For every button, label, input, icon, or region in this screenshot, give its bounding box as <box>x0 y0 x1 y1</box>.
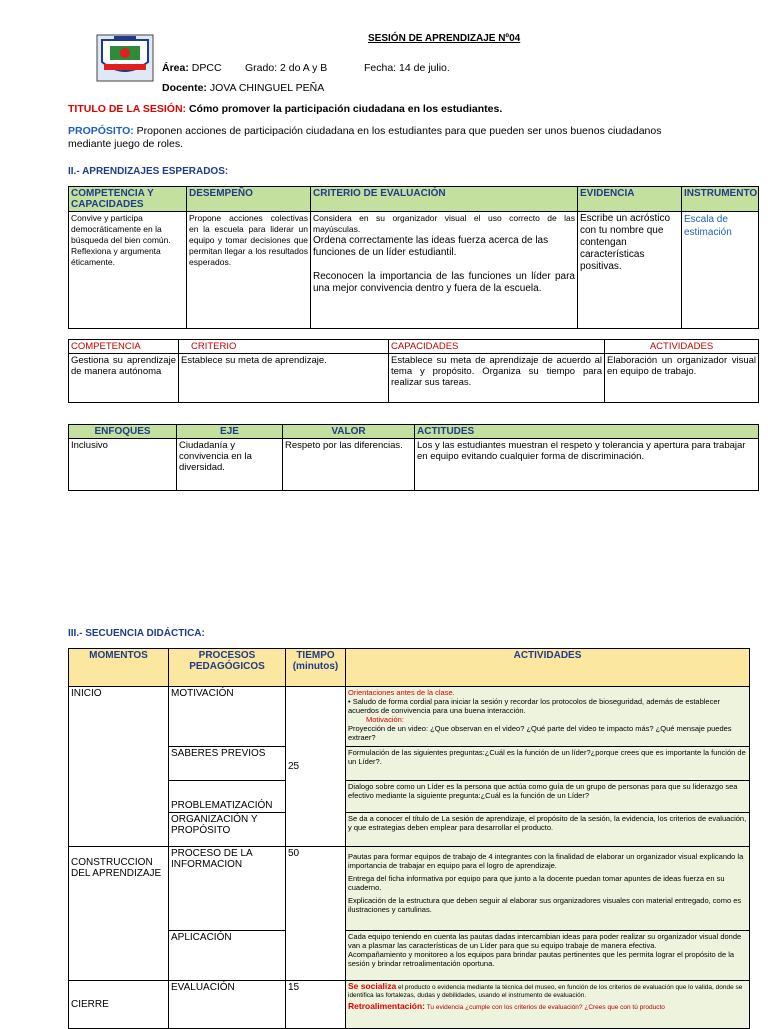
t3-header-actitudes: ACTITUDES <box>415 425 759 439</box>
t3-header-eje: EJE <box>177 425 283 439</box>
session-title-label: TITULO DE LA SESIÓN: <box>68 103 187 115</box>
process-informacion: PROCESO DE LA INFORMACION <box>169 847 286 931</box>
socializa-label: Se socializa <box>348 981 397 991</box>
area-label: Área: <box>162 62 189 74</box>
grado: Grado: 2 do A y B <box>245 62 328 74</box>
t2-header-competencia: COMPETENCIA <box>69 340 179 354</box>
t4-header-actividades: ACTIVIDADES <box>346 649 750 687</box>
proceso-text-1: Pautas para formar equipos de trabajo de 4 integrantes con la finalidad de elaborar un organizador visual explicando la importancia de trabajar en equipo para el logro de aprendizaje. <box>348 852 744 870</box>
expected-learning-table <box>68 186 759 329</box>
docente-value: JOVA CHINGUEL PEÑA <box>209 82 325 94</box>
process-aplicacion: APLICACIÓN <box>169 931 286 981</box>
t2-capacidades: Establece su meta de aprendizaje de acuerdo al tema y propósito. Organiza su tiempo para realizar sus tareas. <box>389 354 605 403</box>
cell-evidencia: Escribe un acróstico con tu nombre que contengan características positivas. <box>578 212 682 329</box>
t4-header-procesos: PROCESOS PEDAGÓGICOS <box>169 649 286 687</box>
process-evaluacion: EVALUACIÓN <box>169 981 286 1029</box>
section-2-heading: II.- APRENDIZAJES ESPERADOS: <box>68 166 229 177</box>
cell-instrumento: Escala de estimación <box>682 212 759 329</box>
t2-competencia: Gestiona su aprendizaje de manera autónoma <box>69 354 179 403</box>
motiv-label: Motivación: <box>366 715 404 724</box>
moment-construccion: CONSTRUCCION DEL APRENDIZAJE <box>69 847 169 981</box>
t4-header-tiempo: TIEMPO (minutos) <box>286 649 346 687</box>
approaches-table <box>68 424 759 491</box>
t3-enfoque: Inclusivo <box>69 439 177 491</box>
t2-criterio: Establece su meta de aprendizaje. <box>179 354 389 403</box>
docente-row <box>162 82 324 94</box>
socializa-text: el producto o evidencia mediante la técnica del museo, en función de los criterios de evaluación que lo valida, donde se identifica las fortalezas, dudas y debilidades, usando el instrumento de evaluación. <box>348 984 743 999</box>
session-title: Cómo promover la participación ciudadana en los estudiantes. <box>188 103 503 115</box>
activity-aplicacion <box>346 931 750 981</box>
header-evidencia: EVIDENCIA <box>578 187 682 212</box>
cell-criterio <box>311 212 578 329</box>
proceso-text-3: Explicación de la estructura que deben seguir al elaborar sus organizadores visuales con material entregado, como es ilustraciones y cartulinas. <box>348 896 742 914</box>
cell-desempeno: Propone acciones colectivas en la escuela para liderar un equipo y tomar decisiones que permitan llegar a los resultados esperados. <box>187 212 311 329</box>
process-problematizacion: PROBLEMATIZACIÓN <box>169 781 286 813</box>
process-saberes: SABERES PREVIOS <box>169 747 286 781</box>
aplicacion-text-1: Cada equipo teniendo en cuenta las pautas dadas intercambian ideas para poder realizar su organizador visual donde van a plasmar las características de un Líder para que su equipo trabaje de manera efectiva. <box>348 932 742 950</box>
motiv-text: Proyección de un video: ¿Que observan en el video? ¿Qué parte del video te impacto más? ¿Qué mensaje puedes extraer? <box>348 724 732 742</box>
orient-label: Orientaciones antes de la clase. <box>348 688 455 697</box>
activity-organizacion: Se da a conocer el título de La sesión de aprendizaje, el propósito de la sesión, la evidencia, los criterios de evaluación, y que estrategias deben emplear para desarrollar el producto. <box>346 813 750 847</box>
time-construccion: 50 <box>286 847 346 981</box>
criterio-1: Considera en su organizador visual el uso correcto de las mayúsculas. <box>313 213 575 234</box>
header-criterio: CRITERIO DE EVALUACIÓN <box>311 187 578 212</box>
cell-competencia: Convive y participa democráticamente en la búsqueda del bien común. Reflexiona y argumenta éticamente. <box>69 212 187 329</box>
t4-header-momentos: MOMENTOS <box>69 649 169 687</box>
header-competencia: COMPETENCIA Y CAPACIDADES <box>69 187 187 212</box>
orient-text: • Saludo de forma cordial para iniciar la sesión y recordar los protocolos de bioseguridad, además de establecer acuerdos de convivencia para una buena interacción. <box>348 697 720 715</box>
purpose-text: Proponen acciones de participación ciudadana en los estudiantes para que pueden ser unos buenos ciudadanos mediante juego de roles. <box>68 125 662 150</box>
purpose-label: PROPÓSITO: <box>68 125 134 137</box>
area-value: DPCC <box>191 62 222 74</box>
area-row <box>162 62 222 74</box>
session-title-row <box>68 103 502 115</box>
activity-saberes: Formulación de las siguientes preguntas:¿Cuál es la función de un líder?¿porque crees que es importante la función de un Líder?. <box>346 747 750 781</box>
t2-header-actividades: ACTIVIDADES <box>605 340 759 354</box>
aplicacion-text-2: Acompañamiento y monitoreo a los equipos para brindar pautas pertinentes que les permita lograr el propósito de la sesión y brindar retroalimentación oportuna. <box>348 950 735 968</box>
retro-text: Tu evidencia ¿cumple con los criterios de evaluación? ¿Crees que con tú producto <box>426 1004 665 1011</box>
docente-label: Docente: <box>162 82 207 94</box>
purpose-row <box>68 125 688 151</box>
t2-actividades: Elaboración un organizador visual en equipo de trabajo. <box>605 354 759 403</box>
header-instrumento: INSTRUMENTO <box>682 187 759 212</box>
moment-cierre: CIERRE <box>69 981 169 1029</box>
section-3-heading: III.- SECUENCIA DIDÁCTICA: <box>68 628 205 639</box>
t3-header-valor: VALOR <box>283 425 415 439</box>
process-motivacion: MOTIVACIÓN <box>169 687 286 747</box>
school-logo <box>96 34 154 82</box>
time-cierre: 15 <box>286 981 346 1029</box>
time-inicio: 25 <box>286 687 346 847</box>
t2-header-criterio: CRITERIO <box>179 340 389 354</box>
t3-valor: Respeto por las diferencias. <box>283 439 415 491</box>
process-organizacion: ORGANIZACIÓN Y PROPÓSITO <box>169 813 286 847</box>
t3-eje: Ciudadanía y convivencia en la diversidad. <box>177 439 283 491</box>
t3-actitudes: Los y las estudiantes muestran el respeto y tolerancia y apertura para trabajar en equipo evitando cualquier forma de discriminación. <box>415 439 759 491</box>
didactic-sequence-table <box>68 648 750 1029</box>
page-title: SESIÓN DE APRENDIZAJE Nº04 <box>368 33 521 44</box>
activity-informacion <box>346 847 750 931</box>
activity-motivacion <box>346 687 750 747</box>
activity-evaluacion <box>346 981 750 1029</box>
moment-inicio: INICIO <box>69 687 169 847</box>
t2-header-capacidades: CAPACIDADES <box>389 340 605 354</box>
autonomy-table <box>68 339 759 403</box>
criterio-3: Reconocen la importancia de las funciones un líder para una mejor convivencia dentro y fuera de la escuela. <box>313 271 575 294</box>
retro-label: Retroalimentación: <box>348 1001 425 1011</box>
activity-problematizacion: Dialogo sobre como un Líder es la persona que actúa como guía de un grupo de personas para que su liderazgo sea efectivo mediante la siguiente pregunta:¿Cuál es la función de un Líder? <box>346 781 750 813</box>
fecha: Fecha: 14 de julio. <box>364 62 450 74</box>
retro-row <box>348 1002 747 1012</box>
criterio-2: Ordena correctamente las ideas fuerza acerca de las funciones de un líder estudiantil. <box>313 235 549 258</box>
header-desempeno: DESEMPEÑO <box>187 187 311 212</box>
t3-header-enfoques: ENFOQUES <box>69 425 177 439</box>
proceso-text-2: Entrega del ficha informativa por equipo para que junto a la docente puedan tomar apuntes de ideas fuerza en su cuaderno. <box>348 874 725 892</box>
